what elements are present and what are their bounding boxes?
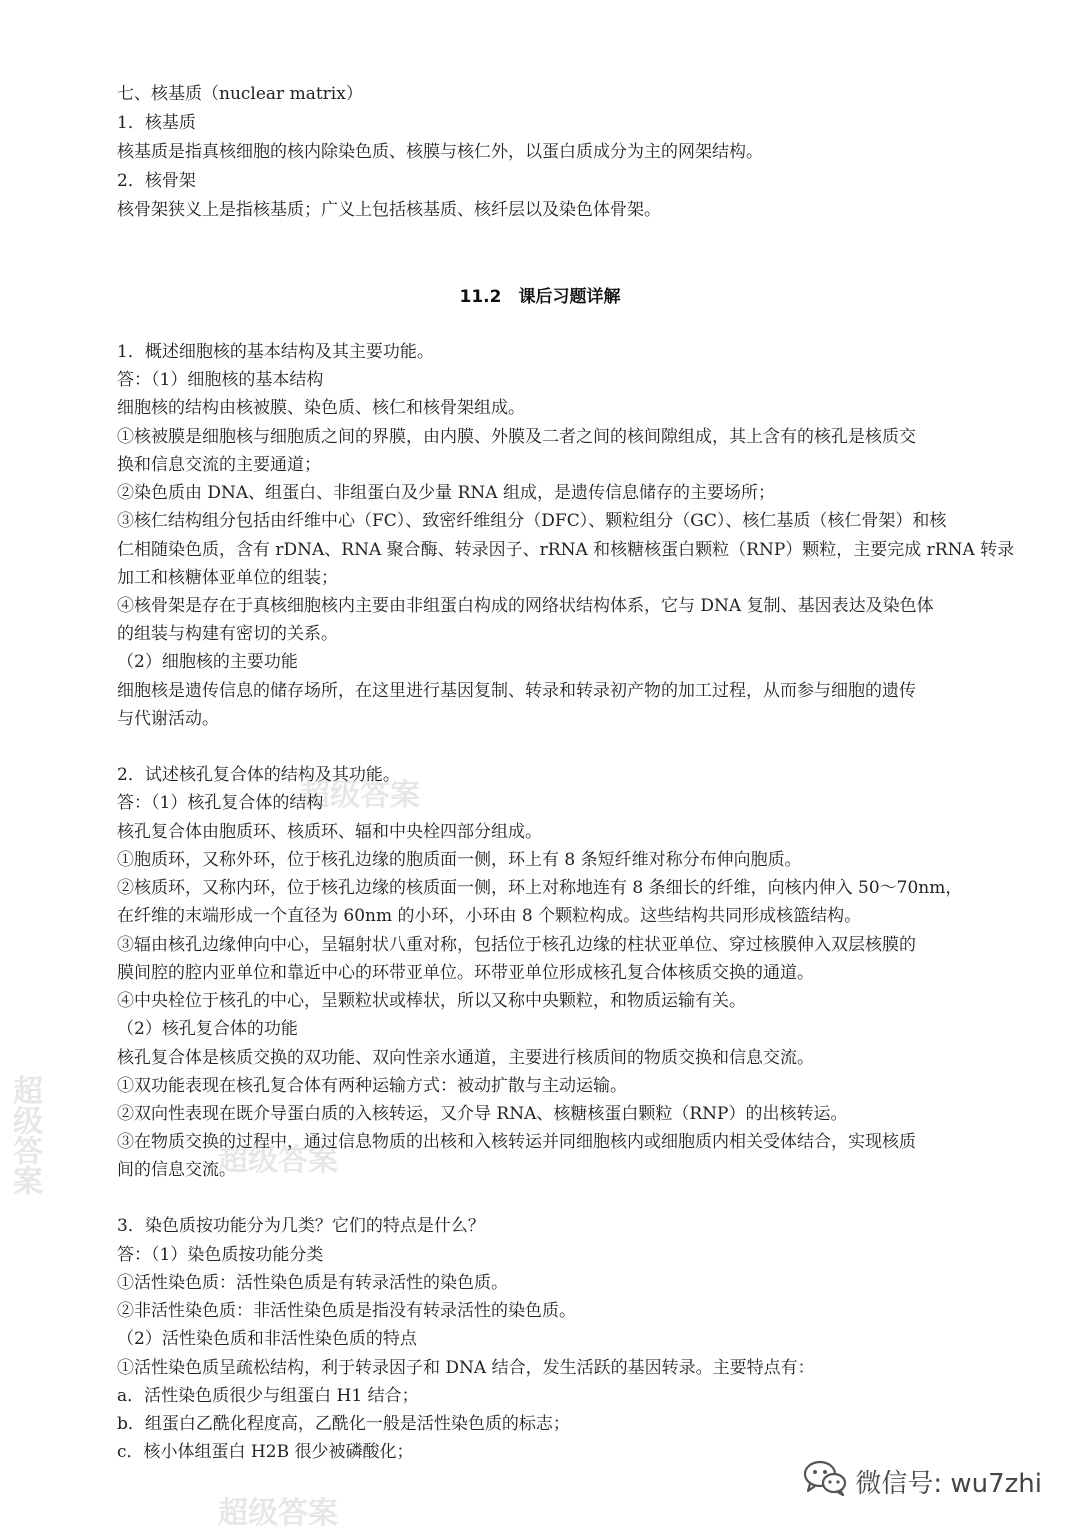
paragraph: ②非活性染色质：非活性染色质是指没有转录活性的染色质。: [117, 1301, 576, 1321]
paragraph: ④中央栓位于核孔的中心，呈颗粒状或棒状，所以又称中央颗粒，和物质运输有关。: [117, 991, 746, 1011]
wechat-account-mark: [803, 1460, 1042, 1503]
paragraph: ②双向性表现在既介导蛋白质的入核转运，又介导 RNA、核糖核蛋白颗粒（RNP）的出核转运。: [117, 1104, 848, 1124]
answer-heading: （2）活性染色质和非活性染色质的特点: [117, 1329, 417, 1349]
paragraph: b．组蛋白乙酰化程度高，乙酰化一般是活性染色质的标志；: [117, 1414, 570, 1434]
paragraph: 仁相随染色质，含有 rDNA、RNA 聚合酶、转录因子、rRNA 和核糖核蛋白颗粒（RNP）颗粒，主要完成 rRNA 转录: [117, 540, 1015, 560]
paragraph: 间的信息交流。: [117, 1160, 236, 1180]
paragraph: a．活性染色质很少与组蛋白 H1 结合；: [117, 1386, 419, 1406]
paragraph: 核孔复合体是核质交换的双功能、双向性亲水通道，主要进行核质间的物质交换和信息交流。: [117, 1048, 814, 1068]
paragraph: ③核仁结构组分包括由纤维中心（FC）、致密纤维组分（DFC）、颗粒组分（GC）、核仁基质（核仁骨架）和核: [117, 511, 947, 531]
wechat-icon: [803, 1460, 847, 1503]
answer-heading: 答：（1）核孔复合体的结构: [117, 793, 324, 813]
answer-heading: 答：（1）染色质按功能分类: [117, 1245, 324, 1265]
paragraph: 核骨架狭义上是指核基质；广义上包括核基质、核纤层以及染色体骨架。: [117, 200, 661, 220]
paragraph: ②染色质由 DNA、组蛋白、非组蛋白及少量 RNA 组成，是遗传信息储存的主要场所；: [117, 483, 775, 503]
question: 3．染色质按功能分为几类？它们的特点是什么？: [117, 1216, 485, 1236]
paragraph: ④核骨架是存在于真核细胞核内主要由非组蛋白构成的网络状结构体系，它与 DNA 复制、基因表达及染色体: [117, 596, 934, 616]
answer-heading: （2）核孔复合体的功能: [117, 1019, 298, 1039]
paragraph: ①胞质环，又称外环，位于核孔边缘的胞质面一侧，环上有 8 条短纤维对称分布伸向胞质。: [117, 850, 802, 870]
paragraph: 在纤维的末端形成一个直径为 60nm 的小环，小环由 8 个颗粒构成。这些结构共同形成核篮结构。: [117, 906, 862, 926]
item-label: 2．核骨架: [117, 171, 196, 191]
paragraph: c．核小体组蛋白 H2B 很少被磷酸化；: [117, 1442, 414, 1462]
paragraph: 与代谢活动。: [117, 709, 219, 729]
paragraph: 的组装与构建有密切的关系。: [117, 624, 338, 644]
section-title: 七、核基质（nuclear matrix）: [117, 84, 363, 104]
paragraph: 细胞核是遗传信息的储存场所，在这里进行基因复制、转录和转录初产物的加工过程，从而参与细胞的遗传: [117, 681, 916, 701]
paragraph: 换和信息交流的主要通道；: [117, 455, 321, 475]
paragraph: 核孔复合体由胞质环、核质环、辐和中央栓四部分组成。: [117, 822, 542, 842]
paragraph: ③在物质交换的过程中，通过信息物质的出核和入核转运并同细胞核内或细胞质内相关受体结合，实现核质: [117, 1132, 916, 1152]
answer-heading: （2）细胞核的主要功能: [117, 652, 298, 672]
question: 1．概述细胞核的基本结构及其主要功能。: [117, 342, 434, 362]
paragraph: ②核质环，又称内环，位于核孔边缘的核质面一侧，环上对称地连有 8 条细长的纤维，向核内伸入 50～70nm，: [117, 878, 963, 898]
item-label: 1．核基质: [117, 113, 196, 133]
section-heading: 11.2 课后习题详解: [459, 287, 621, 307]
paragraph: 膜间腔的腔内亚单位和靠近中心的环带亚单位。环带亚单位形成核孔复合体核质交换的通道。: [117, 963, 814, 983]
question: 2．试述核孔复合体的结构及其功能。: [117, 765, 400, 785]
paragraph: 细胞核的结构由核被膜、染色质、核仁和核骨架组成。: [117, 398, 525, 418]
paragraph: 加工和核糖体亚单位的组装；: [117, 568, 338, 588]
paragraph: ③辐由核孔边缘伸向中心，呈辐射状八重对称，包括位于核孔边缘的柱状亚单位、穿过核膜伸入双层核膜的: [117, 935, 916, 955]
watermark: 超级答案: [218, 1143, 338, 1178]
paragraph: ①活性染色质呈疏松结构，利于转录因子和 DNA 结合，发生活跃的基因转录。主要特点有：: [117, 1358, 815, 1378]
paragraph: 核基质是指真核细胞的核内除染色质、核膜与核仁外，以蛋白质成分为主的网架结构。: [117, 142, 763, 162]
answer-heading: 答：（1）细胞核的基本结构: [117, 370, 324, 390]
wechat-account-text: 微信号: wu7zhi: [855, 1469, 1042, 1499]
paragraph: ①活性染色质：活性染色质是有转录活性的染色质。: [117, 1273, 508, 1293]
watermark: 超级答案: [300, 778, 420, 813]
paragraph: ①核被膜是细胞核与细胞质之间的界膜，由内膜、外膜及二者之间的核间隙组成，其上含有的核孔是核质交: [117, 427, 916, 447]
watermark: 超级答案: [7, 1075, 42, 1195]
paragraph: ①双功能表现在核孔复合体有两种运输方式：被动扩散与主动运输。: [117, 1076, 627, 1096]
watermark: 超级答案: [218, 1496, 338, 1531]
